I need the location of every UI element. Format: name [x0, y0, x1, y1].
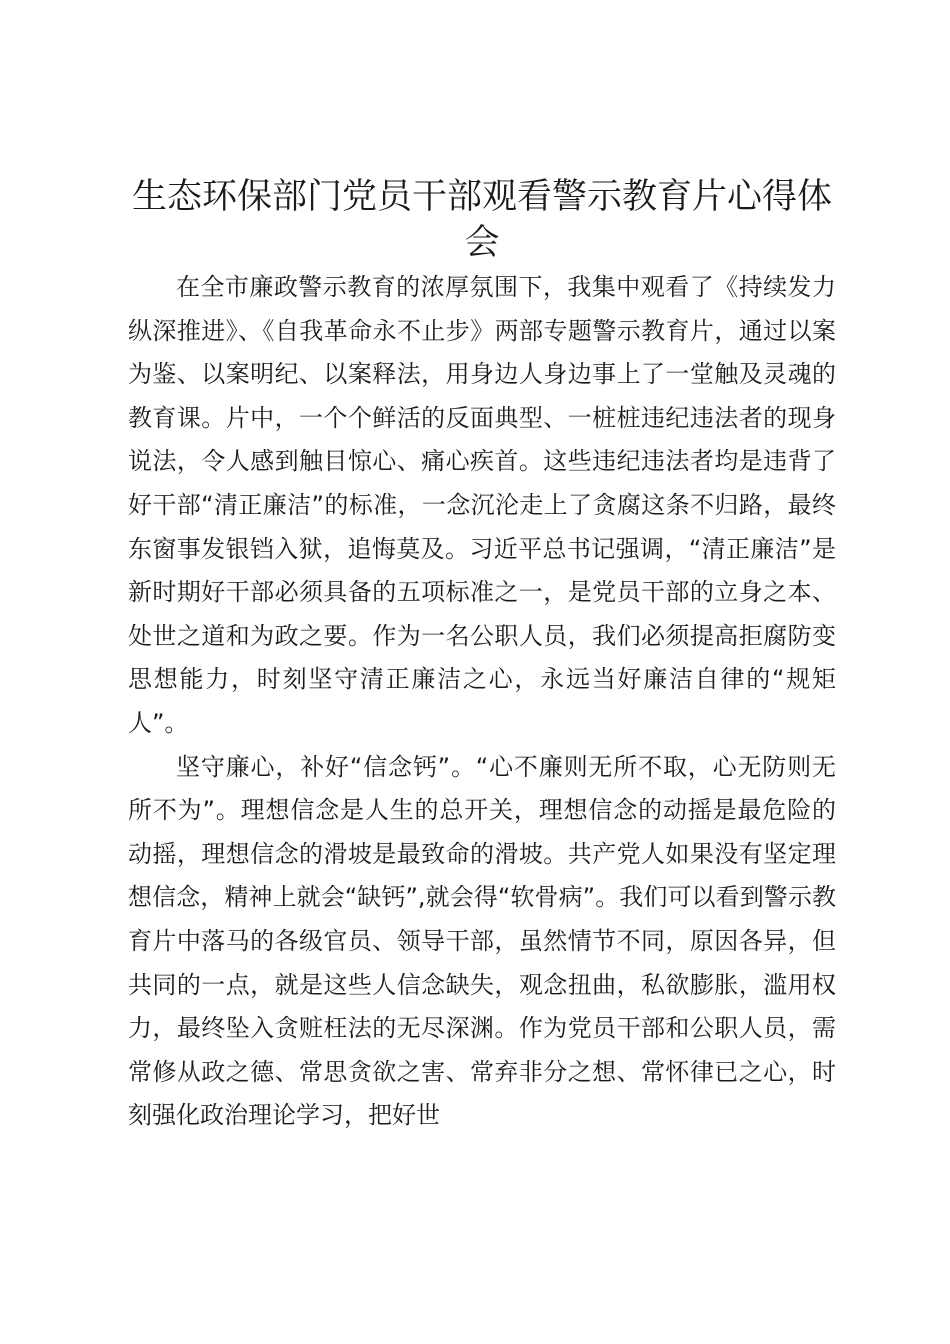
document-body [128, 174, 836, 1138]
document-title: 生态环保部门党员干部观看警示教育片心得体会 [131, 177, 832, 263]
paragraph-2: 坚守廉心，补好“信念钙”。“心不廉则无所不取，心无防则无所不为”。理想信念是人生的总开关，理想信念的动摇是最危险的动摇，理想信念的滑坡是最致命的滑坡。共产党人如果没有坚定理想信念，精神上就会“缺钙”,就会得“软骨病”。我们可以看到警示教育片中落马的各级官员、领导干部，虽然情节不同，原因各异，但共同的一点，就是这些人信念缺失，观念扭曲，私欲膨胀，滥用权力，最终坠入贪赃枉法的无尽深渊。作为党员干部和公职人员，需常修从政之德、常思贪欲之害、常弃非分之想、常怀律已之心，时刻强化政治理论学习，把好世 [128, 752, 836, 1130]
paragraph-1: 在全市廉政警示教育的浓厚氛围下，我集中观看了《持续发力纵深推进》、《自我革命永不止步》两部专题警示教育片，通过以案为鉴、以案明纪、以案释法，用身边人身边事上了一堂触及灵魂的教育课。片中，一个个鲜活的反面典型、一桩桩违纪违法者的现身说法，令人感到触目惊心、痛心疾首。这些违纪违法者均是违背了好干部“清正廉洁”的标准，一念沉沦走上了贪腐这条不归路，最终东窗事发银铛入狱，追悔莫及。习近平总书记强调，“清正廉洁”是新时期好干部必须具备的五项标准之一，是党员干部的立身之本、处世之道和为政之要。作为一名公职人员，我们必须提高拒腐防变思想能力，时刻坚守清正廉洁之心，永远当好廉洁自律的“规矩人”。 [128, 273, 836, 737]
